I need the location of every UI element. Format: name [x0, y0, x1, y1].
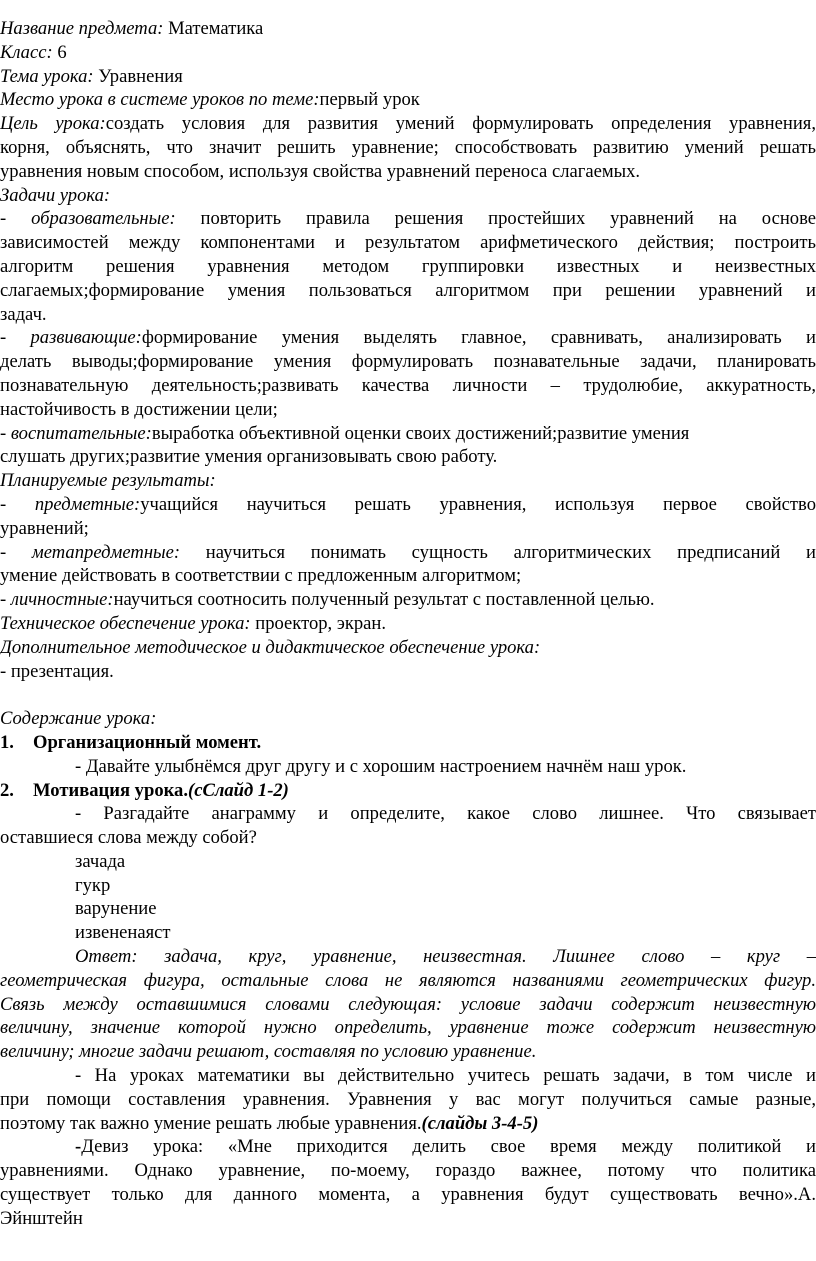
results-title: Планируемые результаты: [0, 470, 216, 492]
edu-label: - образовательные: [0, 208, 176, 230]
motto-line-3: существует только для данного момента, а уравнения будут существовать вечно».А. [0, 1184, 816, 1206]
goal-text-1: создать условия для развития умений формулировать определения уравнения, [105, 113, 816, 135]
subject-value: Математика [163, 18, 264, 39]
meta-text-1: научиться понимать сущность алгоритмических предписаний и [180, 541, 816, 563]
section-1-text: - Давайте улыбнёмся друг другу и с хорошим настроением начнём наш урок. [75, 755, 687, 777]
place-line [0, 88, 816, 112]
meta-label: метапредметные: [31, 541, 181, 563]
answer-line-4: величину, значение которой нужно определить, уравнение тоже содержит неизвестную [0, 1017, 816, 1039]
extra-value: - презентация. [0, 660, 114, 682]
blank-line [0, 683, 816, 707]
anagram-2: гукр [75, 874, 111, 896]
pers-label: личностные: [10, 589, 114, 611]
pers-line-1 [0, 588, 816, 612]
answer-line-1: Ответ: задача, круг, уравнение, неизвестная. Лишнее слово – круг – [75, 946, 816, 968]
meta-dash: - [0, 541, 32, 563]
para3-line-2: при помощи составления уравнения. Уравнения у вас могут получиться самые разные, [0, 1088, 816, 1110]
answer-line-3: Связь между оставшимися словами следующая: условие задачи содержит неизвестную [0, 993, 816, 1015]
section-1-title: Организационный момент. [33, 731, 262, 753]
section-2-line-1: - Разгадайте анаграмму и определите, какое слово лишнее. Что связывает [75, 803, 816, 825]
vos-text-1: выработка объективной оценки своих достижений;развитие умения [151, 422, 690, 444]
edu-text-1: повторить правила решения простейших уравнений на основе [175, 208, 816, 230]
topic-value: Уравнения [93, 65, 183, 87]
anagram-4: извененаяст [75, 922, 171, 944]
subj-line-1 [0, 493, 816, 517]
para3-slide-ref: (слайды 3-4-5) [421, 1112, 539, 1134]
dev-dash: - [0, 327, 31, 349]
tech-line [0, 612, 816, 636]
answer-line-5: величину; многие задачи решают, составляя по условию уравнение. [0, 1041, 537, 1063]
motto-line-1 [0, 1135, 816, 1159]
dev-label: развивающие: [30, 327, 142, 349]
vos-line-2: слушать других;развитие умения организовывать свою работу. [0, 446, 498, 468]
vos-line-1 [0, 422, 816, 446]
section-2-slide-ref: (cСлайд 1-2) [188, 779, 289, 801]
vos-label: воспитательные: [10, 422, 152, 444]
section-2-number: 2. [0, 779, 14, 801]
para3-line-1: - На уроках математики вы действительно учитесь решать задачи, в том числе и [75, 1065, 816, 1087]
meta-line-2: умение действовать в соответствии с предложенным алгоритмом; [0, 565, 522, 587]
motto-line-2: уравнениями. Однако уравнение, по-моему, гораздо важнее, потому что политика [0, 1160, 816, 1182]
subj-text-1: учащийся научиться решать уравнения, используя первое свойство [140, 493, 816, 515]
section-2-heading [0, 779, 816, 803]
edu-line-5: задач. [0, 303, 47, 325]
pers-dash: - [0, 589, 11, 611]
section-2-line-2: оставшиеся слова между собой? [0, 827, 257, 849]
goal-line-1 [0, 112, 816, 136]
para3-line-3 [0, 1112, 816, 1136]
motto-text-1: Девиз урока: «Мне приходится делить свое время между политикой и [81, 1136, 816, 1158]
section-2-title: Мотивация урока. [33, 779, 188, 801]
tech-value: проектор, экран. [250, 612, 387, 634]
subject-label: Название предмета: [0, 18, 164, 39]
anagram-1: зачада [75, 850, 126, 872]
goal-line-3: уравнения новым способом, используя свойства уравнений переноса слагаемых. [0, 160, 641, 182]
tech-label: Техническое обеспечение урока: [0, 612, 251, 634]
place-value: первый урок [319, 89, 420, 111]
dev-line-3: познавательную деятельность;развивать качества личности – трудолюбие, аккуратность, [0, 374, 816, 396]
dev-line-2: делать выводы;формирование умения формулировать познавательные задачи, планировать [0, 351, 816, 373]
extra-label: Дополнительное методическое и дидактическое обеспечение урока: [0, 636, 541, 658]
section-1-heading [0, 731, 816, 755]
subject-line [0, 17, 816, 41]
topic-label: Тема урока: [0, 65, 94, 87]
answer-line-2: геометрическая фигура, остальные слова не являются названиями геометрических фигур. [0, 969, 816, 991]
tasks-title: Задачи урока: [0, 184, 111, 206]
class-label: Класс: [0, 41, 53, 63]
pers-text-1: научиться соотносить полученный результат с поставленной целью. [113, 589, 655, 611]
goal-label: Цель урока: [0, 113, 106, 135]
para3-text-3: поэтому так важно умение решать любые уравнения. [0, 1112, 422, 1134]
edu-line-3: алгоритм решения уравнения методом группировки известных и неизвестных [0, 255, 816, 277]
topic-line [0, 65, 816, 89]
anagram-3: варунение [75, 898, 157, 920]
document-page [0, 17, 816, 1231]
subj-label: предметные: [34, 493, 141, 515]
class-line [0, 41, 816, 65]
edu-line-4: слагаемых;формирование умения пользоваться алгоритмом при решении уравнений и [0, 279, 816, 301]
motto-line-4: Эйнштейн [0, 1207, 83, 1229]
meta-line-1 [0, 541, 816, 565]
goal-line-2: корня, объяснять, что значит решить уравнение; способствовать развитию умений решать [0, 136, 816, 158]
dev-line-1 [0, 326, 816, 350]
edu-line-2: зависимостей между компонентами и результатом арифметического действия; построить [0, 232, 816, 254]
vos-dash: - [0, 422, 11, 444]
subj-dash: - [0, 493, 35, 515]
section-1-number: 1. [0, 731, 14, 753]
edu-line-1 [0, 207, 816, 231]
dev-text-1: формирование умения выделять главное, сравнивать, анализировать и [141, 327, 816, 349]
class-value: 6 [52, 41, 67, 63]
dev-line-4: настойчивость в достижении цели; [0, 398, 278, 420]
content-title: Содержание урока: [0, 708, 157, 730]
subj-line-2: уравнений; [0, 517, 89, 539]
motto-dash: - [75, 1136, 82, 1158]
place-label: Место урока в системе уроков по теме: [0, 89, 320, 111]
